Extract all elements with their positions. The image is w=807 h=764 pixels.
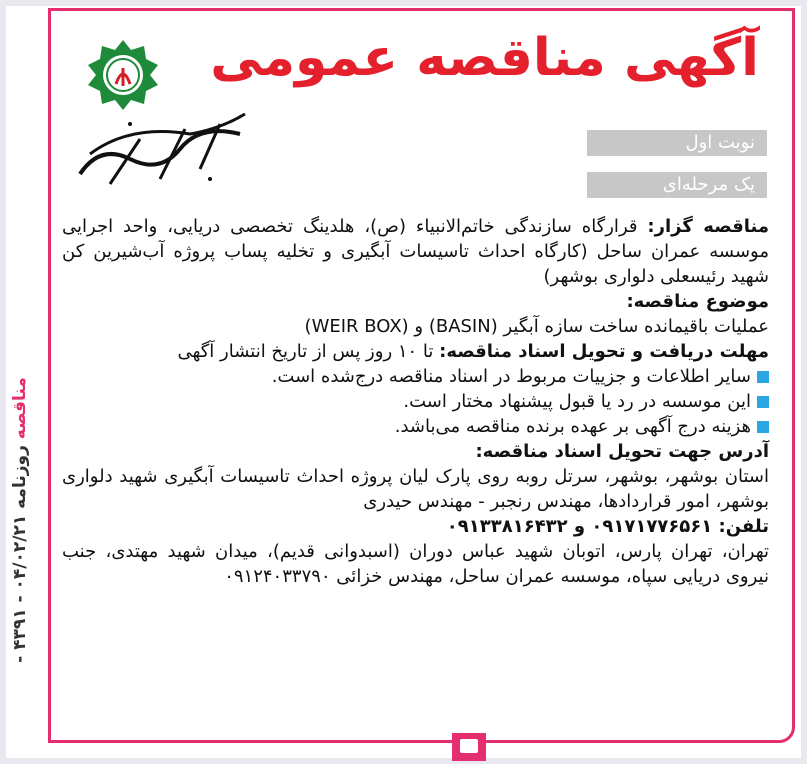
address-label: آدرس جهت تحویل اسناد مناقصه: (475, 441, 769, 462)
phone-paragraph (62, 514, 769, 539)
ad-body (62, 214, 769, 589)
phone-text: ۰۹۱۷۱۷۷۶۵۶۱ و ۰۹۱۳۳۸۱۶۴۳۲ (446, 516, 719, 537)
brand-logo (70, 104, 255, 194)
emblem-icon (88, 40, 158, 110)
bullet-square-icon (757, 421, 769, 433)
tenderer-text: قرارگاه سازندگی خاتم‌الانبیاء (ص)، هلدینگ تخصصی دریایی، واحد اجرایی موسسه عمران ساحل (کارگاه احداث تاسیسات آبگیری و تخلیه پساب پروژه آب‌شیرین کن شهید رئیسعلی دلواری بوشهر) (62, 216, 769, 287)
address-line-1: استان بوشهر، بوشهر، سرتل روبه روی پارک لیان پروژه احداث تاسیسات آبگیری شهید دلواری بوشهر، امور قراردادها، مهندس رنجبر - مهندس حیدری (62, 466, 769, 512)
round-badge: نوبت اول (587, 130, 767, 156)
subject-label: موضوع مناقصه: (626, 291, 769, 312)
corner-tab-inner (460, 739, 478, 753)
phone-label: تلفن: (718, 516, 769, 537)
bullet-item: سایر اطلاعات و جزییات مربوط در اسناد مناقصه درج‌شده است. (62, 364, 769, 389)
bullet-square-icon (757, 371, 769, 383)
bullet-item: هزینه درج آگهی بر عهده برنده مناقصه می‌باشد. (62, 414, 769, 439)
address-line-2: تهران، تهران پارس، اتوبان شهید عباس دوران (اسبدوانی قدیم)، میدان شهید مهتدی، جنب نیروی دریایی سپاه، موسسه عمران ساحل، مهندس خزائی ۰۹۱۲۴۰۳۳۷۹۰ (62, 541, 769, 587)
bullet-item: این موسسه در رد یا قبول پیشنهاد مختار است. (62, 389, 769, 414)
page-title: آگهی مناقصه عمومی (210, 28, 759, 88)
bullet-square-icon (757, 396, 769, 408)
newspaper-label: روزنامه (10, 445, 30, 509)
subject-text: عملیات باقیمانده ساخت سازه آبگیر (BASIN) و (WEIR BOX) (304, 316, 769, 337)
deadline-paragraph (62, 339, 769, 364)
tenderer-paragraph (62, 214, 769, 289)
deadline-text: تا ۱۰ روز پس از تاریخ انتشار آگهی (177, 341, 440, 362)
issue-info: - ۴۳۹۱ - ۰۴/۰۲/۲۱ (10, 514, 30, 663)
tenderer-label: مناقصه گزار: (647, 216, 769, 237)
stage-badge: یک مرحله‌ای (587, 172, 767, 198)
newspaper-name: مناقصه (10, 377, 30, 440)
side-imprint (10, 377, 30, 663)
deadline-label: مهلت دریافت و تحویل اسناد مناقصه: (439, 341, 769, 362)
